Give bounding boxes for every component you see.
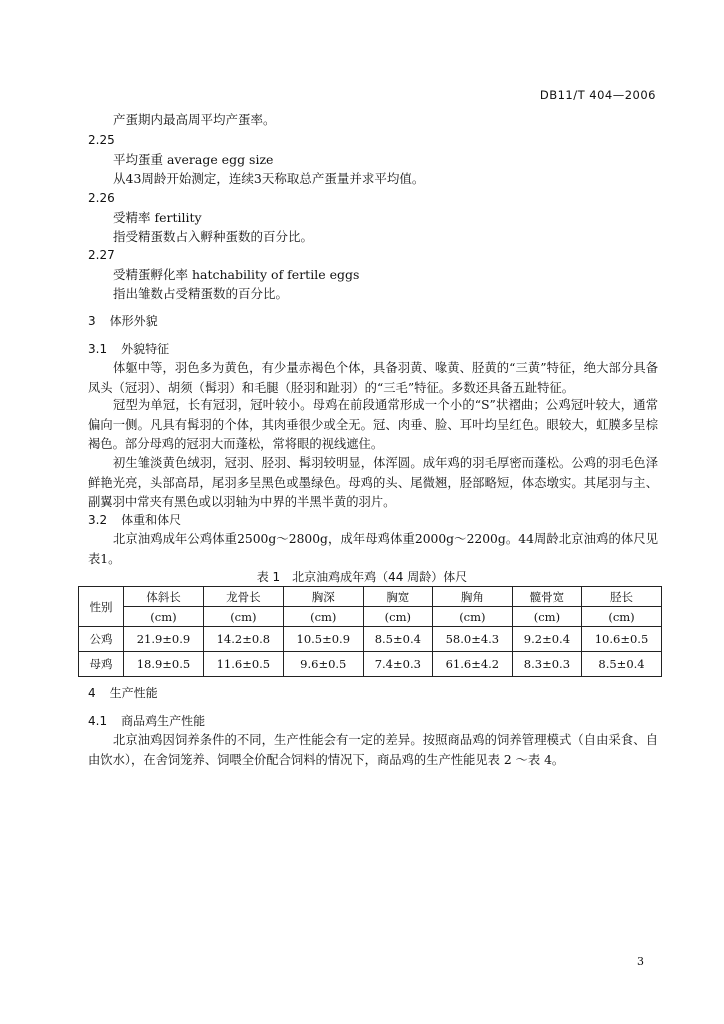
- section-3-1-heading: [88, 340, 169, 359]
- table-cell: 9.6±0.5: [283, 652, 363, 677]
- section-3-heading: [88, 312, 158, 331]
- header-cell-unit: (cm): [283, 607, 363, 627]
- table-row: [79, 652, 662, 677]
- table-cell: 14.2±0.8: [203, 627, 283, 652]
- definition-2-25: 从43周龄开始测定，连续3天称取总产蛋量并求平均值。: [113, 171, 425, 186]
- definition-2-27: 指出雏数占受精蛋数的百分比。: [113, 286, 289, 301]
- header-cell-unit: (cm): [432, 607, 512, 627]
- header-cell-name: 胫长: [582, 587, 662, 607]
- definition-2-26: 指受精蛋数占入孵种蛋数的百分比。: [113, 229, 314, 244]
- header-cell-unit: (cm): [582, 607, 662, 627]
- table-header-row: [79, 587, 662, 607]
- table-cell: 10.6±0.5: [582, 627, 662, 652]
- table-cell: 7.4±0.3: [363, 652, 432, 677]
- section-4-1-heading: [88, 712, 205, 731]
- body-measurement-table: [78, 586, 662, 677]
- header-cell-unit: (cm): [363, 607, 432, 627]
- page-number: 3: [637, 955, 644, 968]
- term-2-25: 平均蛋重 average egg size: [113, 152, 274, 167]
- table-cell: 8.3±0.3: [512, 652, 581, 677]
- header-cell-name: 胸宽: [363, 587, 432, 607]
- term-2-26: 受精率 fertility: [113, 210, 202, 225]
- section-number: 4: [88, 686, 96, 700]
- header-cell-sex: 性别: [79, 587, 124, 627]
- section-title: 生产性能: [109, 686, 158, 700]
- table-cell: 11.6±0.5: [203, 652, 283, 677]
- row-label-male: 公鸡: [79, 627, 124, 652]
- section-title: 外貌特征: [121, 342, 170, 356]
- table-cell: 8.5±0.4: [363, 627, 432, 652]
- clause-number-2-27: 2.27: [88, 248, 115, 262]
- table-cell: 58.0±4.3: [432, 627, 512, 652]
- header-cell-name: 龙骨长: [203, 587, 283, 607]
- header-cell-name: 体斜长: [124, 587, 204, 607]
- table-1-caption: 表 1 北京油鸡成年鸡（44 周龄）体尺: [256, 570, 468, 584]
- definition-continuation: 产蛋期内最高周平均产蛋率。: [113, 112, 276, 127]
- body-size-paragraph: 北京油鸡成年公鸡体重2500g～2800g，成年母鸡体重2000g～2200g。44周龄北京油鸡的体尺见表1。: [88, 532, 658, 566]
- production-paragraph: 北京油鸡因饲养条件的不同，生产性能会有一定的差异。按照商品鸡的饲养管理模式（自由采食、自由饮水），在舍饲笼养、饲喂全价配合饲料的情况下，商品鸡的生产性能见表 2 ～表 4。: [88, 733, 658, 767]
- clause-number-2-25: 2.25: [88, 133, 115, 147]
- table-unit-row: [79, 607, 662, 627]
- header-cell-name: 胸角: [432, 587, 512, 607]
- table-cell: 21.9±0.9: [124, 627, 204, 652]
- appearance-paragraph-1: 体躯中等，羽色多为黄色，有少量赤褐色个体，具备羽黄、喙黄、胫黄的“三黄”特征，绝大部分具备凤头（冠羽）、胡须（髯羽）和毛腿（胫羽和趾羽）的“三毛”特征。多数还具备五趾特征。: [88, 361, 658, 395]
- header-cell-name: 胸深: [283, 587, 363, 607]
- table-cell: 18.9±0.5: [124, 652, 204, 677]
- section-number: 3.1: [88, 342, 108, 356]
- clause-number-2-26: 2.26: [88, 191, 115, 205]
- table-cell: 10.5±0.9: [283, 627, 363, 652]
- appearance-paragraph-2: 冠型为单冠，长有冠羽，冠叶较小。母鸡在前段通常形成一个小的“S”状褶曲；公鸡冠叶较大，通常偏向一侧。凡具有髯羽的个体，其肉垂很少或全无。冠、肉垂、脸、耳叶均呈红色。眼较大，虹膜多呈棕褐色。部分母鸡的冠羽大而蓬松，常将眼的视线遮住。: [88, 398, 658, 451]
- term-2-27: 受精蛋孵化率 hatchability of fertile eggs: [113, 267, 360, 282]
- section-3-2-heading: [88, 511, 181, 530]
- table-row: [79, 627, 662, 652]
- section-title: 商品鸡生产性能: [121, 714, 206, 728]
- section-number: 3.2: [88, 513, 108, 527]
- section-4-heading: [88, 684, 158, 703]
- header-cell-unit: (cm): [124, 607, 204, 627]
- table-cell: 9.2±0.4: [512, 627, 581, 652]
- table-cell: 8.5±0.4: [582, 652, 662, 677]
- section-number: 4.1: [88, 714, 108, 728]
- header-cell-name: 髋骨宽: [512, 587, 581, 607]
- row-label-female: 母鸡: [79, 652, 124, 677]
- appearance-paragraph-3: 初生雏淡黄色绒羽，冠羽、胫羽、髯羽较明显，体浑圆。成年鸡的羽毛厚密而蓬松。公鸡的羽毛色泽鲜艳光亮，头部高昂，尾羽多呈黑色或墨绿色。母鸡的头、尾微翘，胫部略短，体态墩实。其尾羽与主、副翼羽中常夹有黑色或以羽轴为中界的半黑半黄的羽片。: [88, 456, 658, 509]
- standard-code: DB11/T 404—2006: [539, 88, 656, 102]
- table-cell: 61.6±4.2: [432, 652, 512, 677]
- section-title: 体形外貌: [109, 314, 158, 328]
- header-cell-unit: (cm): [203, 607, 283, 627]
- section-number: 3: [88, 314, 96, 328]
- header-cell-unit: (cm): [512, 607, 581, 627]
- section-title: 体重和体尺: [121, 513, 182, 527]
